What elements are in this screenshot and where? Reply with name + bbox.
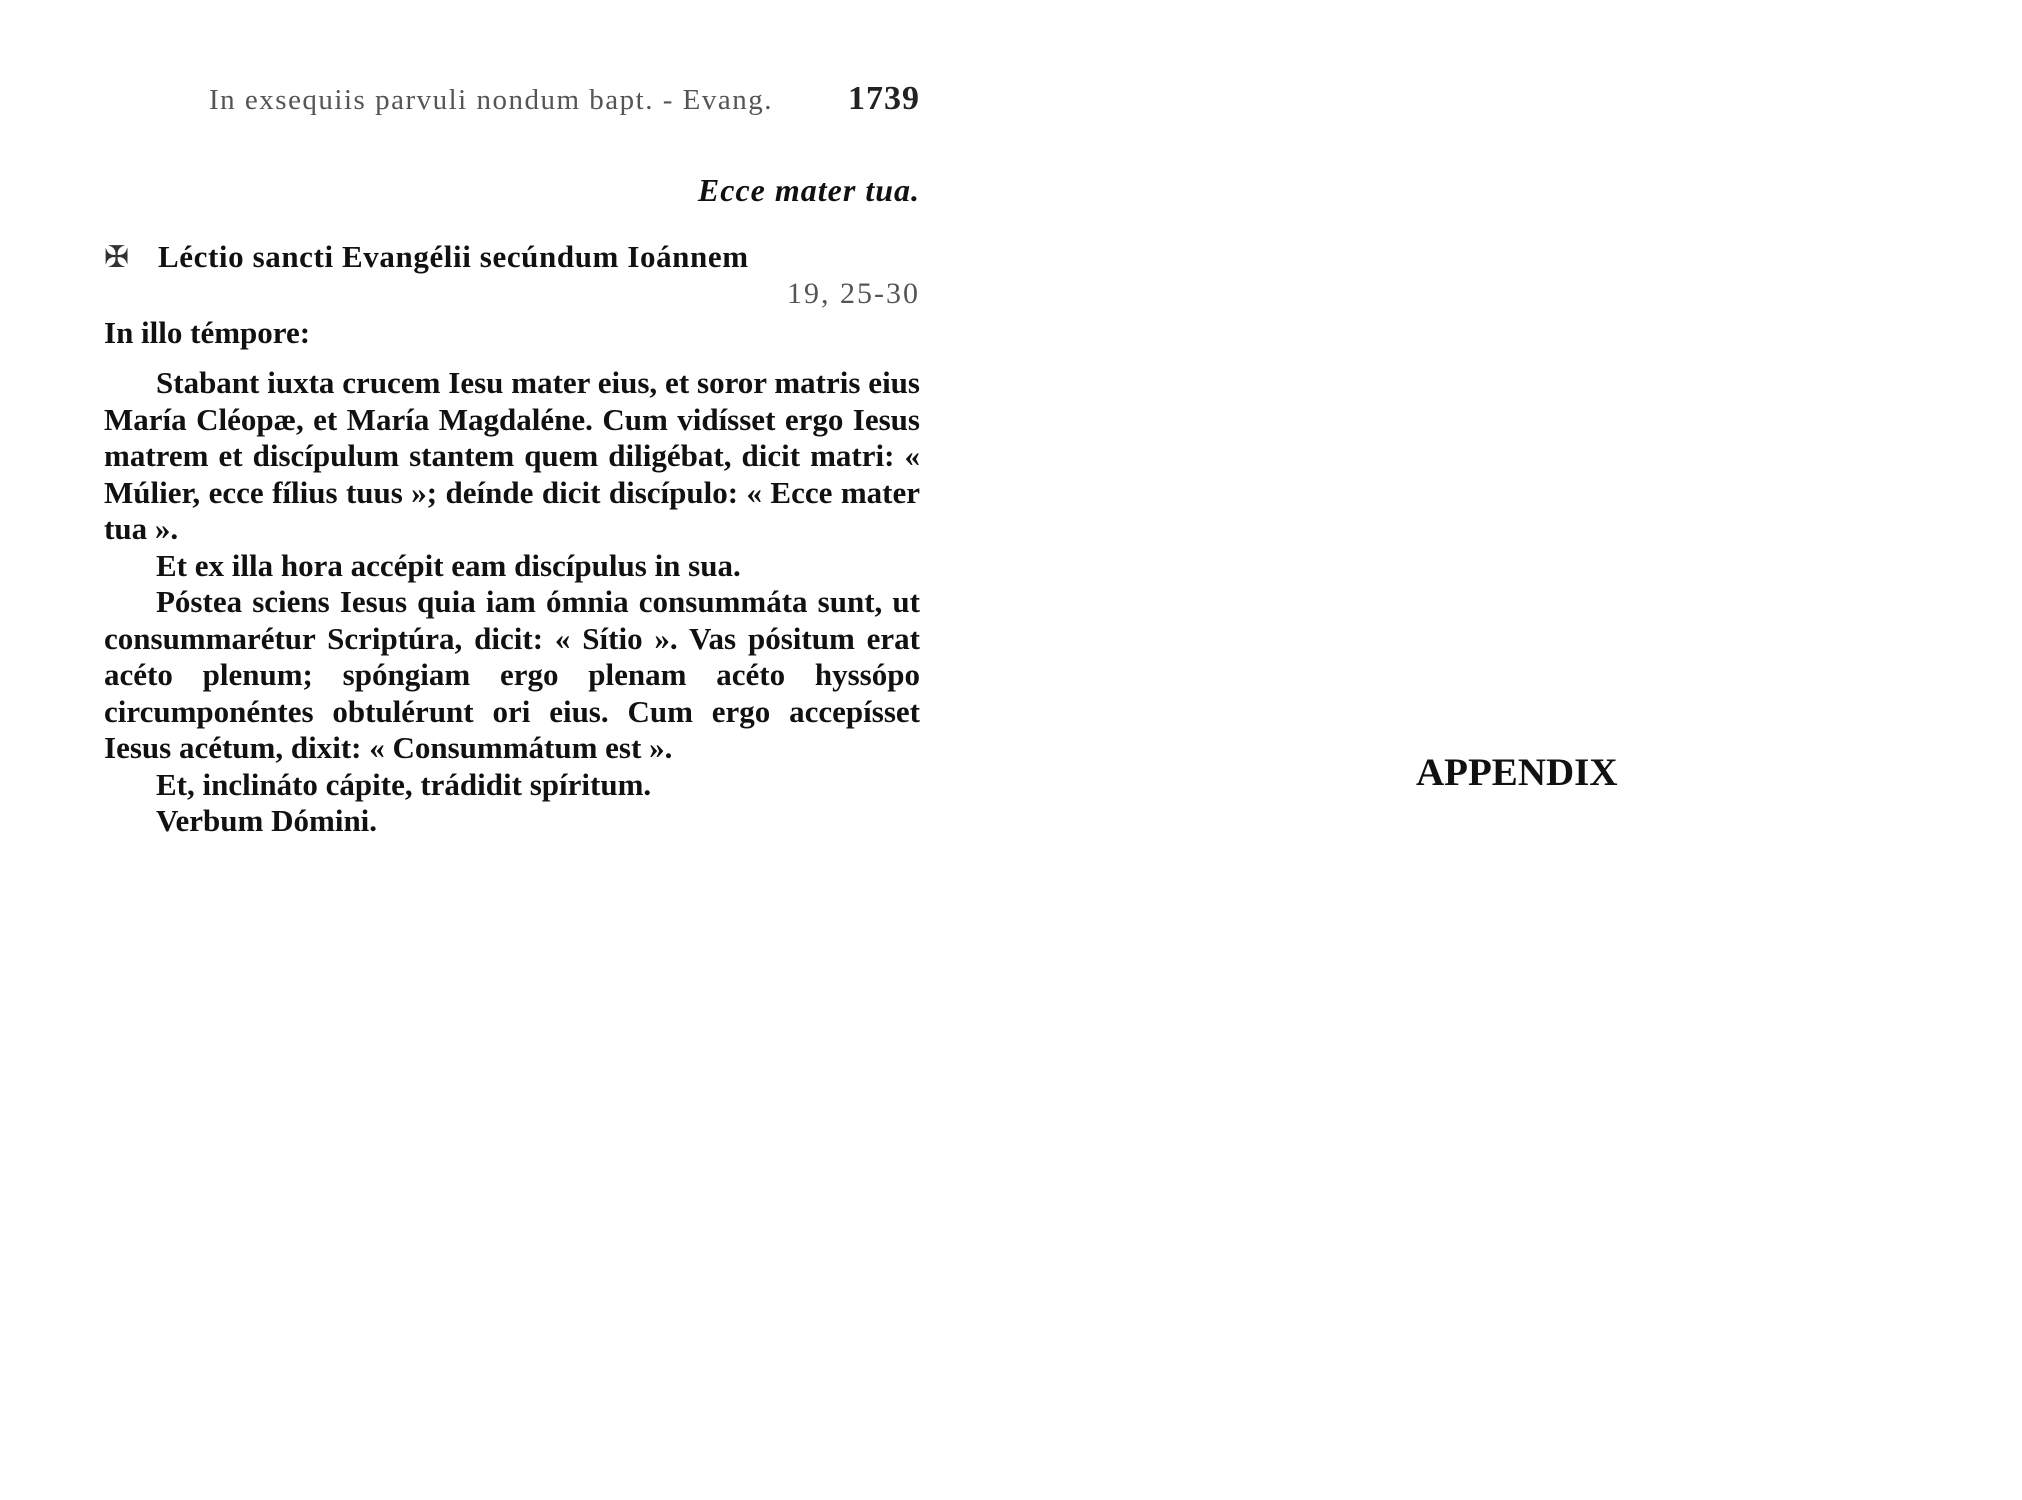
gospel-paragraph: Póstea sciens Iesus quia iam ómnia consummáta sunt, ut consummarétur Scriptúra, dicit: « Sítio ». Vas pósitum erat acéto plenum; spóngiam ergo plenam acéto hyssópo circumponéntes obtulérunt ori eius. Cum ergo accepísset Iesus acétum, dixit: « Consummátum est ».	[104, 584, 920, 765]
gospel-paragraph: Stabant iuxta crucem Iesu mater eius, et soror matris eius María Cléopæ, et María Magdaléne. Cum vidísset ergo Iesus matrem et discípulum stantem quem diligébat, dicit matri: « Múlier, ecce fílius tuus »; deínde dicit discípulo: « Ecce mater tua ».	[104, 365, 920, 546]
lection-title: Léctio sancti Evangélii secúndum Ioánnem	[158, 239, 749, 274]
page-number: 1739	[848, 80, 920, 117]
appendix-title: APPENDIX	[1416, 751, 1618, 794]
lection-heading	[104, 239, 920, 275]
scripture-reference: 19, 25-30	[787, 277, 920, 310]
right-page	[1416, 750, 1618, 795]
section-subtitle: Ecce mater tua.	[697, 172, 920, 208]
gospel-paragraph: Et, inclináto cápite, trádidit spíritum.	[156, 766, 652, 802]
gospel-text	[104, 365, 920, 840]
running-head	[104, 80, 920, 126]
intro-line: In illo témpore:	[104, 315, 311, 350]
running-head-text: In exsequiis parvuli nondum bapt. - Evang.	[209, 84, 773, 116]
left-page	[104, 80, 920, 840]
gospel-paragraph: Verbum Dómini.	[156, 803, 378, 838]
gospel-paragraph: Et ex illa hora accépit eam discípulus in sua.	[156, 547, 741, 583]
cross-icon: ✠	[104, 240, 130, 274]
